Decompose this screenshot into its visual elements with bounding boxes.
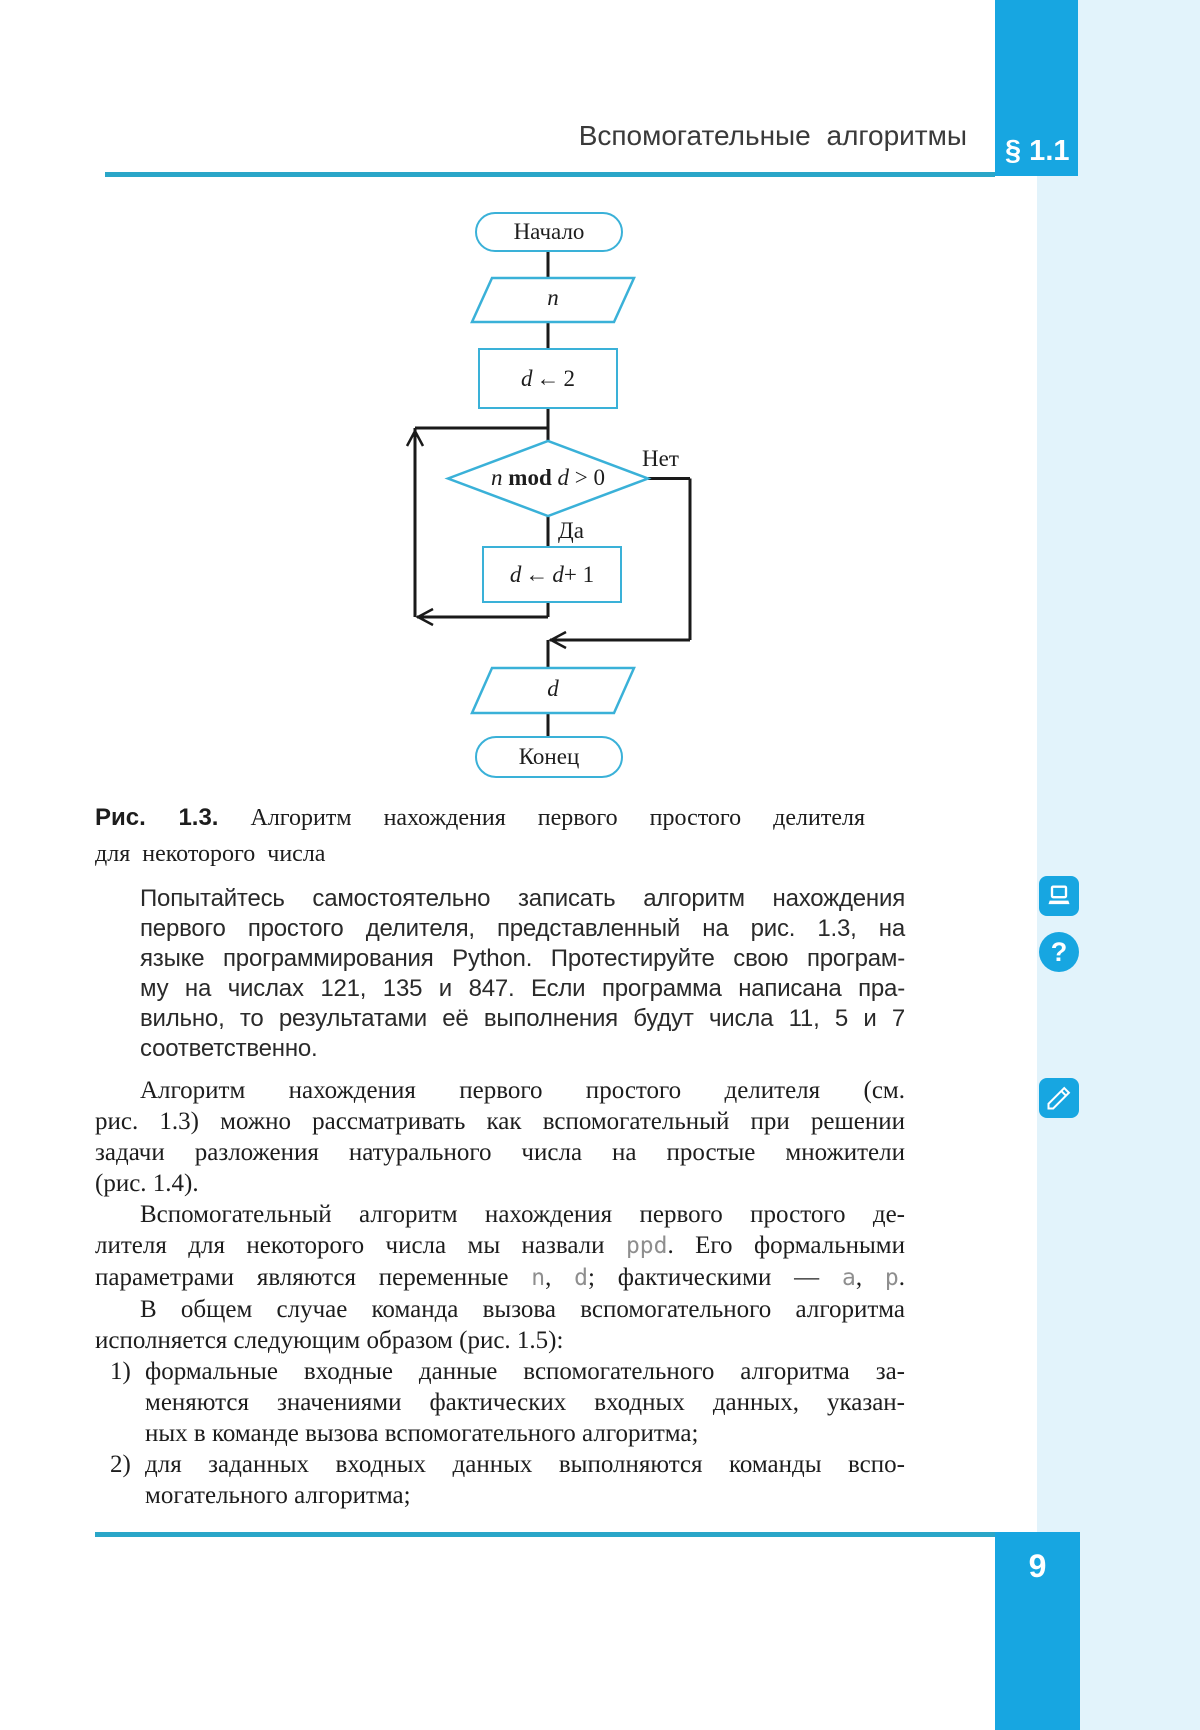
body-line: В общем случае команда вызова вспомогательного алгоритма: [140, 1296, 905, 1323]
list-item-2-line: могательного алгоритма;: [145, 1482, 411, 1509]
task-line: языке программирования Python. Протестируйте свою програм-: [140, 945, 905, 972]
flow-init-value: 2: [563, 365, 575, 391]
body-line: исполняется следующим образом (рис. 1.5):: [95, 1327, 564, 1354]
figure-caption-line2: для некоторого числа: [95, 841, 326, 867]
body-line: Алгоритм нахождения первого простого делителя (см.: [140, 1077, 905, 1104]
code-token-ppd: ppd: [625, 1233, 668, 1259]
list-item-2-text: для заданных входных данных выполняются команды вспо-: [145, 1451, 905, 1478]
task-line: соответственно.: [140, 1035, 318, 1062]
list-item-2-number: 2): [110, 1451, 131, 1478]
flow-cond-var1: n: [491, 465, 503, 490]
computer-icon: [1039, 876, 1079, 916]
flow-no-label: Нет: [642, 446, 679, 471]
figure-caption-line1: [95, 800, 865, 836]
flow-increment-node: [482, 546, 622, 603]
footer-rule: [95, 1532, 995, 1537]
body-text-segment: лителя для некоторого числа мы назвали: [95, 1232, 626, 1259]
help-icon: [1039, 932, 1079, 972]
task-paragraph: [140, 884, 905, 1064]
flow-end-label: Конец: [518, 744, 580, 769]
code-token-a: a: [841, 1265, 856, 1291]
task-line: му на числах 121, 135 и 847. Если программа написана пра-: [140, 975, 905, 1002]
body-line: [95, 1262, 905, 1294]
code-token-d: d: [574, 1265, 589, 1291]
flow-yes-label: Да: [558, 518, 584, 543]
body-line: [95, 1230, 905, 1262]
flow-start-node: [475, 212, 623, 252]
flow-cond-var2: d: [557, 465, 569, 490]
body-line: рис. 1.3) можно рассматривать как вспомогательный при решении: [95, 1108, 905, 1135]
flow-cond-op: mod: [508, 465, 552, 490]
body-text: [95, 1075, 905, 1511]
flow-init-node: [478, 348, 618, 409]
figure-caption-number: Рис. 1.3.: [95, 804, 219, 831]
flow-input-label: n: [547, 285, 559, 310]
page-number: 9: [1028, 1548, 1047, 1584]
body-text-segment: параметрами являются переменные: [95, 1264, 532, 1291]
body-text-segment: ,: [855, 1264, 885, 1291]
section-badge-label: § 1.1: [1005, 135, 1070, 167]
body-line: задачи разложения натурального числа на простые множители: [95, 1139, 905, 1166]
task-line: вильно, то результатами её выполнения будут числа 11, 5 и 7: [140, 1005, 905, 1032]
list-item-1-text: формальные входные данные вспомогательного алгоритма за-: [145, 1358, 905, 1385]
body-text-segment: ; фактическими —: [588, 1264, 842, 1291]
task-line: первого простого делителя, представленный на рис. 1.3, на: [140, 915, 905, 942]
flow-condition-label: [448, 465, 648, 491]
code-token-n: n: [531, 1265, 546, 1291]
list-item-1-line: меняются значениями фактических входных данных, указан-: [145, 1389, 905, 1416]
list-item-1-line: [95, 1356, 905, 1387]
flow-inc-arrow: ←: [525, 561, 549, 587]
flow-inc-var2: d: [552, 561, 564, 587]
task-line: Попытайтесь самостоятельно записать алгоритм нахождения: [140, 885, 905, 912]
figure-caption-text: Алгоритм нахождения первого простого делителя: [250, 805, 866, 831]
help-icon-glyph: ?: [1050, 936, 1068, 967]
body-line: Вспомогательный алгоритм нахождения первого простого де-: [140, 1201, 905, 1228]
page-number-badge: [995, 1532, 1080, 1730]
body-text-segment: ,: [545, 1264, 575, 1291]
flow-end-node: [475, 736, 623, 778]
right-margin-strip: [1037, 0, 1200, 1730]
body-text-segment: . Его формальными: [667, 1232, 905, 1259]
flow-inc-plus: + 1: [563, 561, 595, 587]
list-item-1-number: 1): [110, 1358, 131, 1385]
code-token-p: p: [884, 1265, 899, 1291]
header-rule: [105, 172, 995, 177]
flow-inc-var: d: [509, 561, 522, 587]
flow-cond-rest: > 0: [574, 465, 605, 490]
flowchart-figure: [370, 195, 730, 795]
flow-output-label: d: [547, 676, 559, 701]
pencil-icon: [1039, 1078, 1079, 1118]
flow-init-arrow: ←: [536, 365, 560, 391]
figure-caption: [95, 800, 865, 872]
flow-start-label: Начало: [513, 219, 585, 244]
section-badge: [995, 0, 1078, 176]
body-text-segment: .: [898, 1264, 906, 1291]
body-line: (рис. 1.4).: [95, 1170, 199, 1197]
list-item-2-line: [95, 1449, 905, 1480]
list-item-1-line: ных в команде вызова вспомогательного алгоритма;: [145, 1420, 699, 1447]
flow-init-var: d: [521, 365, 533, 391]
page-header-title: Вспомогательные алгоритмы: [578, 120, 967, 151]
